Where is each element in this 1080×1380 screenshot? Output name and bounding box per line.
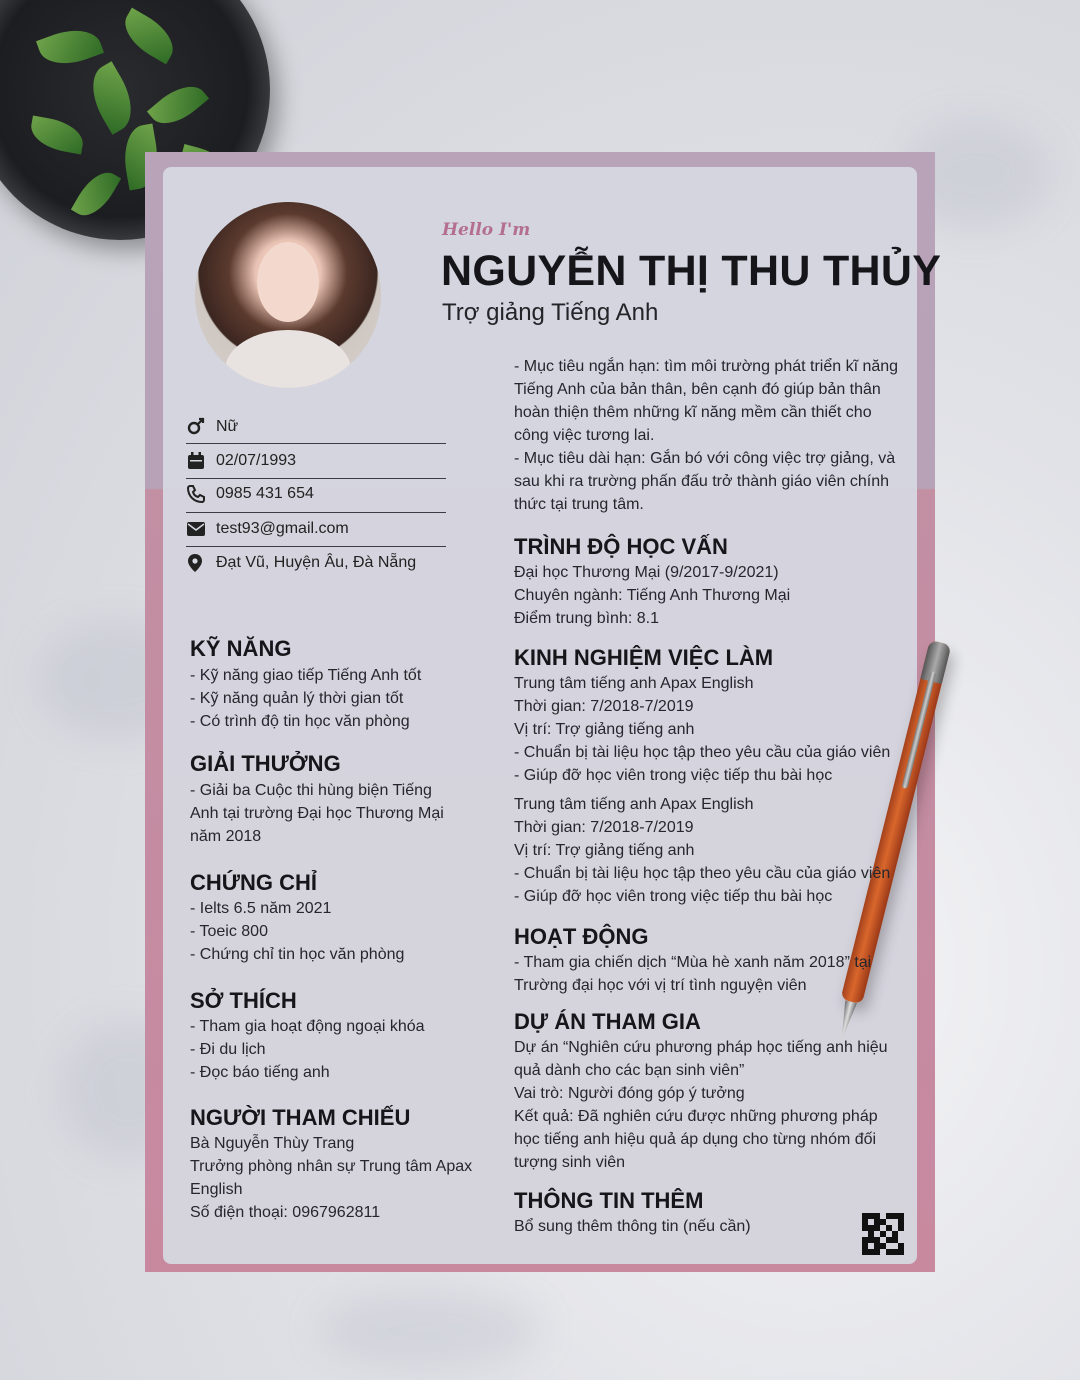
- skills-list: [190, 664, 460, 733]
- list-item: - Tham gia hoạt động ngoại khóa: [190, 1018, 425, 1035]
- list-item: - Giúp đỡ học viên trong việc tiếp thu bài học: [514, 767, 833, 784]
- objective-line: thức tại trung tâm.: [514, 496, 644, 513]
- list-item: học tiếng anh hiệu quả áp dụng cho từng nhóm đối: [514, 1131, 877, 1148]
- contact-phone: [186, 478, 446, 510]
- gender-icon: [186, 417, 216, 437]
- location-pin-icon: [186, 553, 216, 573]
- objective-line: công việc tương lai.: [514, 427, 655, 444]
- list-item: - Có trình độ tin học văn phòng: [190, 713, 410, 730]
- education-list: [514, 561, 904, 630]
- list-item: Dự án “Nghiên cứu phương pháp học tiếng anh hiệu: [514, 1039, 888, 1056]
- list-item: - Toeic 800: [190, 923, 268, 940]
- references-title: NGƯỜI THAM CHIẾU: [190, 1105, 411, 1130]
- projects-list: [514, 1036, 904, 1174]
- list-item: Bổ sung thêm thông tin (nếu cần): [514, 1218, 751, 1235]
- list-item: - Kỹ năng quản lý thời gian tốt: [190, 690, 404, 707]
- list-item: English: [190, 1181, 243, 1198]
- contact-gender: [186, 411, 446, 443]
- list-item: Vai trò: Người đóng góp ý tưởng: [514, 1085, 745, 1102]
- skills-title: KỸ NĂNG: [190, 636, 292, 661]
- list-item: - Đọc báo tiếng anh: [190, 1064, 330, 1081]
- list-item: Số điện thoại: 0967962811: [190, 1204, 381, 1221]
- references-list: [190, 1132, 480, 1224]
- email-text: test93@gmail.com: [216, 520, 349, 537]
- awards-title: GIẢI THƯỞNG: [190, 751, 341, 776]
- list-item: Thời gian: 7/2018-7/2019: [514, 698, 694, 715]
- background-shadow: [320, 1290, 540, 1370]
- list-item: Vị trí: Trợ giảng tiếng anh: [514, 721, 695, 738]
- objective-line: - Mục tiêu ngắn hạn: tìm môi trường phát triển kĩ năng: [514, 358, 899, 375]
- list-item: Chuyên ngành: Tiếng Anh Thương Mại: [514, 587, 791, 604]
- address-text: Đạt Vũ, Huyện Âu, Đà Nẵng: [216, 554, 417, 571]
- list-item: - Kỹ năng giao tiếp Tiếng Anh tốt: [190, 667, 422, 684]
- list-item: - Giúp đỡ học viên trong việc tiếp thu bài học: [514, 888, 833, 905]
- objective-line: sau khi ra trường phấn đấu trở thành giáo viên chính: [514, 473, 890, 490]
- contact-email: [186, 513, 446, 545]
- certificates-list: [190, 897, 460, 966]
- list-item: Trường đại học với vị trí tình nguyện viên: [514, 977, 807, 994]
- experience-job-2: [514, 793, 904, 908]
- list-item: - Chuẩn bị tài liệu học tập theo yêu cầu của giáo viên: [514, 865, 891, 882]
- list-item: Trưởng phòng nhân sự Trung tâm Apax: [190, 1158, 473, 1175]
- list-item: Anh tại trường Đại học Thương Mại: [190, 805, 444, 822]
- list-item: Điểm trung bình: 8.1: [514, 610, 659, 627]
- list-item: - Giải ba Cuộc thi hùng biện Tiếng: [190, 782, 432, 799]
- extra-info-list: [514, 1215, 844, 1238]
- qr-code-icon: [862, 1213, 904, 1255]
- candidate-name: NGUYỄN THỊ THU THỦY: [441, 247, 942, 295]
- activities-title: HOẠT ĐỘNG: [514, 924, 649, 949]
- list-item: - Chứng chỉ tin học văn phòng: [190, 946, 405, 963]
- hobbies-title: SỞ THÍCH: [190, 988, 297, 1013]
- avatar: [195, 202, 381, 388]
- list-item: - Đi du lịch: [190, 1041, 266, 1058]
- list-item: tượng sinh viên: [514, 1154, 626, 1171]
- phone-icon: [186, 484, 216, 504]
- phone-text: 0985 431 654: [216, 485, 314, 502]
- list-item: Đại học Thương Mại (9/2017-9/2021): [514, 564, 779, 581]
- list-item: Bà Nguyễn Thùy Trang: [190, 1135, 355, 1152]
- divider: [186, 443, 446, 444]
- calendar-icon: [186, 451, 216, 471]
- objective-line: - Mục tiêu dài hạn: Gắn bó với công việc trợ giảng, và: [514, 450, 896, 467]
- objective-line: hoàn thiện thêm những kĩ năng mềm cần thiết cho: [514, 404, 872, 421]
- list-item: Kết quả: Đã nghiên cứu được những phương pháp: [514, 1108, 878, 1125]
- email-icon: [186, 520, 216, 538]
- birthday-text: 02/07/1993: [216, 452, 297, 469]
- objective-line: Tiếng Anh của bản thân, bên cạnh đó giúp bản thân: [514, 381, 881, 398]
- experience-title: KINH NGHIỆM VIỆC LÀM: [514, 645, 774, 670]
- certificates-title: CHỨNG CHỈ: [190, 870, 318, 895]
- greeting: Hello I'm: [442, 220, 531, 240]
- list-item: năm 2018: [190, 828, 262, 845]
- extra-info-title: THÔNG TIN THÊM: [514, 1188, 704, 1213]
- awards-list: [190, 779, 460, 848]
- hobbies-list: [190, 1015, 460, 1084]
- list-item: Trung tâm tiếng anh Apax English: [514, 796, 754, 813]
- experience-job-1: [514, 672, 904, 787]
- list-item: - Tham gia chiến dịch “Mùa hè xanh năm 2018” tại: [514, 954, 872, 971]
- activities-list: [514, 951, 904, 997]
- candidate-role: Trợ giảng Tiếng Anh: [442, 299, 659, 326]
- list-item: Thời gian: 7/2018-7/2019: [514, 819, 694, 836]
- list-item: - Ielts 6.5 năm 2021: [190, 900, 332, 917]
- contact-birthday: [186, 445, 446, 477]
- list-item: Trung tâm tiếng anh Apax English: [514, 675, 754, 692]
- gender-text: Nữ: [216, 418, 239, 435]
- list-item: Vị trí: Trợ giảng tiếng anh: [514, 842, 695, 859]
- education-title: TRÌNH ĐỘ HỌC VẤN: [514, 534, 728, 559]
- contact-address: [186, 547, 446, 579]
- projects-title: DỰ ÁN THAM GIA: [514, 1009, 701, 1034]
- list-item: quả dành cho các bạn sinh viên”: [514, 1062, 745, 1079]
- objective-section: [514, 355, 904, 516]
- list-item: - Chuẩn bị tài liệu học tập theo yêu cầu của giáo viên: [514, 744, 891, 761]
